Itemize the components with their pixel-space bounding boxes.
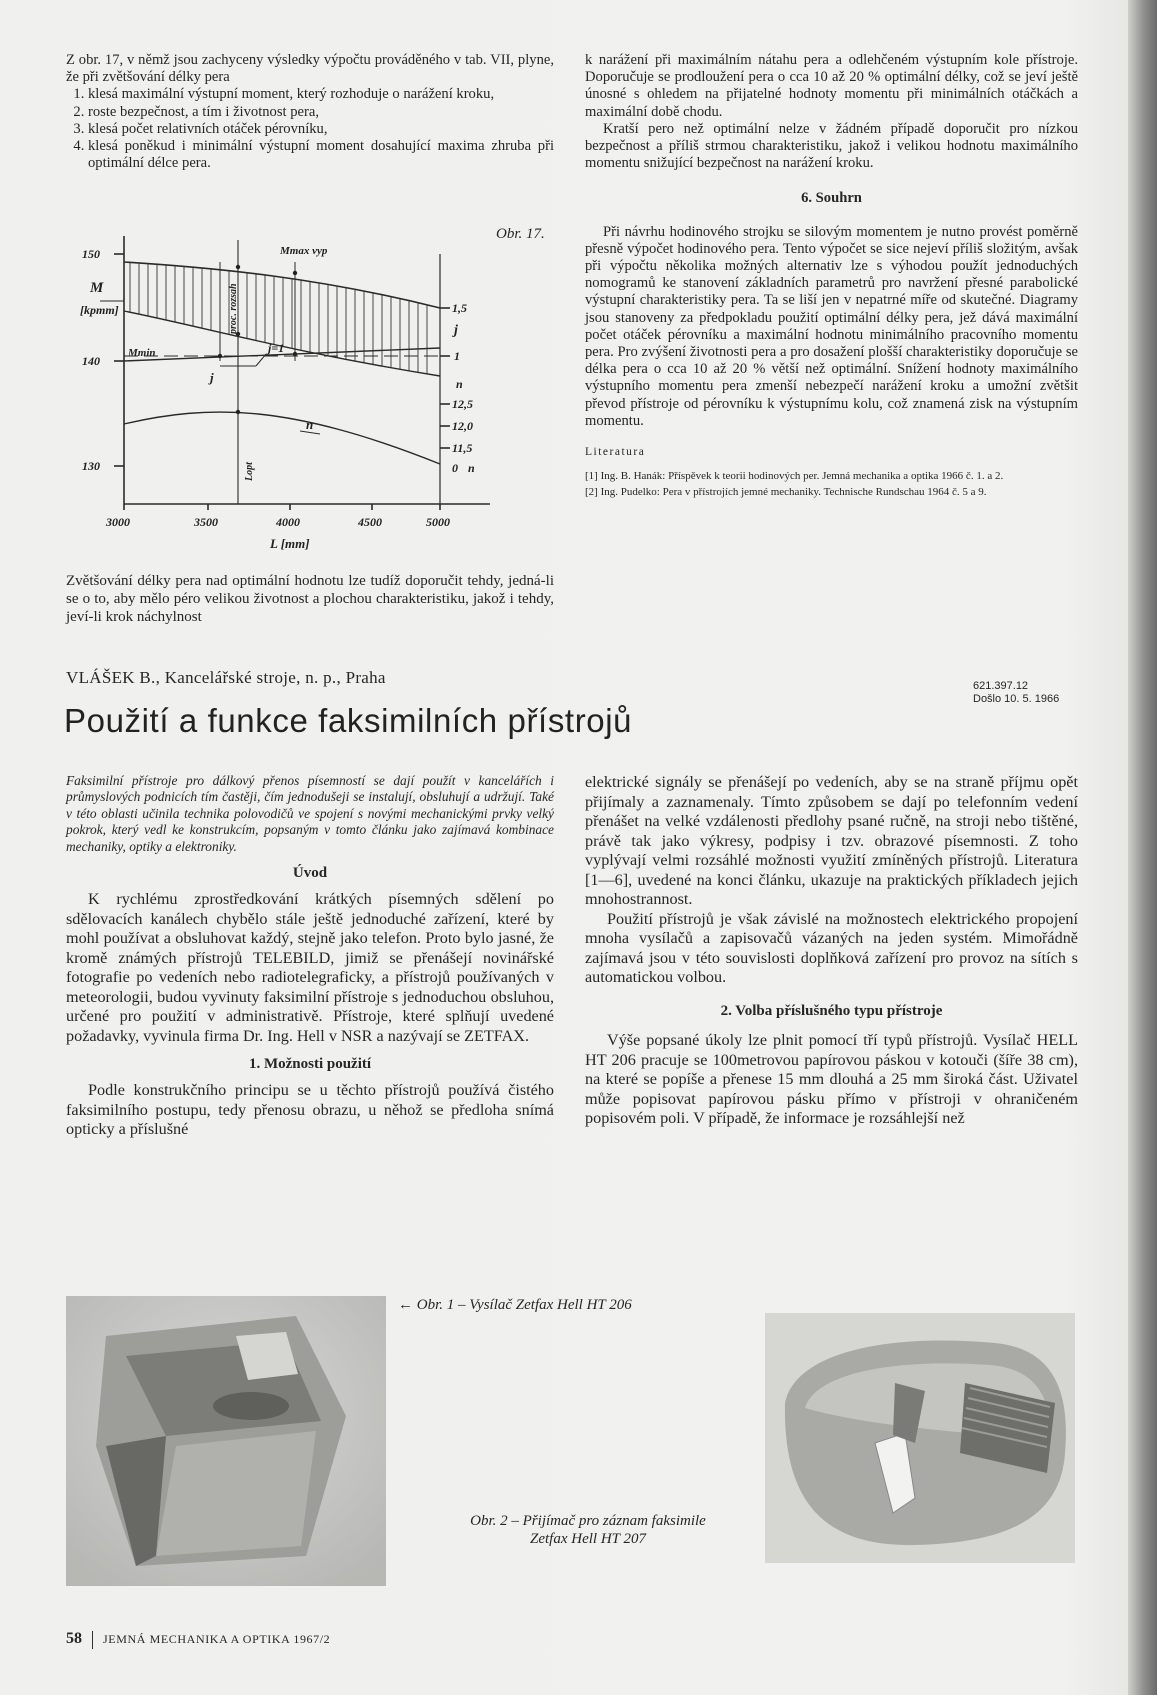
literature-title: Literatura <box>585 446 646 459</box>
top-left-intro: Z obr. 17, v němž jsou zachyceny výsledky výpočtu prováděného v tab. VII, plyne, že při zvětšování délky pera <box>66 52 554 86</box>
list-item: 1. klesá maximální výstupní moment, který rozhoduje o narážení kroku, <box>88 86 554 103</box>
journal-name: JEMNÁ MECHANIKA A OPTIKA 1967/2 <box>103 1632 331 1646</box>
right-tick-j-15: 1,5 <box>452 301 467 315</box>
n-curve <box>124 412 440 464</box>
list-item: 4. klesá poněkud i minimální výstupní moment dosahující maxima zhruba při optimální délce pera. <box>88 138 554 172</box>
section2-title: 2. Volba příslušného typu přístroje <box>720 1002 943 1019</box>
hatching <box>130 262 427 374</box>
right-label-n2: n <box>468 461 475 475</box>
udc-code: 621.397.12 <box>973 680 1029 692</box>
article-udc <box>973 680 1059 706</box>
footer-divider <box>92 1631 93 1649</box>
figure17-caption: Obr. 17. <box>496 226 545 242</box>
page-binding-shadow <box>1128 0 1157 1695</box>
left-tick-140: 140 <box>82 354 100 368</box>
fax-transmitter-image <box>66 1296 386 1586</box>
label-j1: j=1 <box>268 341 285 355</box>
x-tick-3000: 3000 <box>106 515 130 529</box>
lower-left-column <box>66 773 554 1140</box>
bottom-left-text: Zvětšování délky pera nad optimální hodnotu lze tudíž doporučit tehdy, jedná-li se o to, aby mělo péro velikou životnost a plochou charakteristiku, jakož i tehdy, jeví-li krok náchylnost <box>66 573 554 625</box>
intro-title: Úvod <box>292 865 328 882</box>
right-label-j: j <box>454 323 458 338</box>
article-author: VLÁŠEK B., Kancelářské stroje, n. p., Praha <box>66 668 386 687</box>
right-tick-j-1: 1 <box>454 349 460 363</box>
section1-title: 1. Možnosti použití <box>248 1056 372 1073</box>
intro-body <box>66 890 554 1046</box>
figure2-caption <box>418 1512 758 1548</box>
label-j: j <box>210 370 214 385</box>
list-item: 3. klesá počet relativních otáček pérovníku, <box>88 121 554 138</box>
label-mmin: Mmin <box>128 347 156 359</box>
left-tick-130: 130 <box>82 459 100 473</box>
x-tick-5000: 5000 <box>426 515 450 529</box>
figure2-caption-line2: Zetfax Hell HT 207 <box>530 1531 646 1547</box>
left-label-m: M <box>90 280 104 296</box>
left-label-unit: [kpmm] <box>80 303 119 317</box>
section1-text: Podle konstrukčního principu se u těchto přístrojů používá čistého faksimilního postupu, tedy přenosu obrazu, u něhož se předloha snímá opticky a příslušné <box>66 1081 554 1139</box>
right-tick-n-0: 0 <box>452 461 458 475</box>
page-number: 58 <box>66 1630 82 1647</box>
intro-text: K rychlému zprostředkování krátkých písemných sdělení po sdělovacích kanálech chybělo stále ještě jednoduché zařízení, které by mohl používat a obsluhovat každý, stejně jako telefon. Proto bylo jasné, že kromě známých přístrojů TELEBILD, jimiž se přenášejí novinářské fotografie po vedeních nebo radiotelegraficky, a přístrojů používaných v meteorologii, budou vyvinuty faksimilní přístroje s jednoduchou obsluhou, určené pro použití v administrativě. Přístroje, které splňují uvedené požadavky, vyvinula firma Dr. Ing. Hell v NSR a nazývají se ZETFAX. <box>66 890 554 1045</box>
right-tick-n-115: 11,5 <box>452 441 473 455</box>
left-tick-150: 150 <box>82 247 100 261</box>
x-tick-4000: 4000 <box>276 515 300 529</box>
figure2-caption-line1: Obr. 2 – Přijímač pro záznam faksimile <box>470 1513 706 1529</box>
label-lopt: Lopt <box>244 462 255 481</box>
x-tick-4500: 4500 <box>358 515 382 529</box>
page-footer <box>66 1630 330 1649</box>
section6-title: 6. Souhrn <box>801 190 862 207</box>
x-tick-3500: 3500 <box>194 515 218 529</box>
mmax-curve <box>124 262 440 308</box>
abstract: Faksimilní přístroje pro dálkový přenos písemností se dají použít v kancelářích i průmyslových podnicích tím častěji, čím jednodušeji se instalují, obsluhují a udržují. Také v této oblasti učinila technika polovodičů ve spojení s novými mechanickými prvky velký pokrok, který vedl ke konstrukcím, popsaným v tomto článku jako zajímavá kombinace mechaniky, optiky a elektroniky. <box>66 773 554 854</box>
received-date: Došlo 10. 5. 1966 <box>973 693 1060 705</box>
top-left-column <box>66 52 554 172</box>
fax-receiver-image <box>765 1313 1075 1563</box>
section2-text: Výše popsané úkoly lze plnit pomocí tří typů přístrojů. Vysílač HELL HT 206 pracuje se 100metrovou papírovou páskou v kotouči (šíře 38 cm), na které se popíše a přenese 15 mm dlouhá a 25 mm široká část. Uživatel může popisovat papírovou pásku přímo v přístroji v ohraničeném popisovém poli. V případě, že informace je rozsáhlejší než <box>585 1031 1078 1127</box>
reference-item: [2] Ing. Pudelko: Pera v přístrojích jemné mechaniky. Technische Rundschau 1964 č. 5 a 9. <box>585 486 987 499</box>
article-title: Použití a funkce faksimilních přístrojů <box>64 702 633 739</box>
figure1-photo <box>66 1296 386 1586</box>
figure17-diagram <box>70 226 510 556</box>
top-right-column <box>585 52 1078 501</box>
top-right-p2: Kratší pero než optimální nelze v žádném případě doporučit pro nízkou bezpečnost a příliš strmou charakteristiku, jakož i velikou hodnotu maximálního momentu snižující bezpečnost na narážení kroku. <box>585 120 1078 172</box>
right-tick-n-125: 12,5 <box>452 397 473 411</box>
list-item: 2. roste bezpečnost, a tím i životnost pera, <box>88 104 554 121</box>
figure1-caption: ← Obr. 1 – Vysílač Zetfax Hell HT 206 <box>398 1297 632 1313</box>
x-axis-label: L [mm] <box>270 536 310 551</box>
references <box>585 469 1078 499</box>
right-label-n: n <box>456 377 463 391</box>
figure2-photo <box>765 1313 1075 1563</box>
lower-right-column <box>585 773 1078 1129</box>
label-mmax: Mmax vyp <box>280 245 328 257</box>
label-proc-rozsah: proc. rozsah <box>228 283 239 334</box>
right-mid-p2: Použití přístrojů je však závislé na možnostech elektrického propojení mnoha vysílačů a zapisovačů vázaných na jeden systém. Mimořádně zajímavá jsou v této souvislosti doplňková zařízení pro provoz na sítích s automatickou volbou. <box>585 909 1078 986</box>
section1-body <box>66 1081 554 1140</box>
top-left-list <box>66 86 554 172</box>
right-mid-p1: elektrické signály se přenášejí po vedeních, aby se na straně příjmu opět přijímaly a zaznamenaly. Tímto způsobem se dají po telefonním vedení přenášet na velké vzdálenosti předlohy psané ručně, na stroji nebo tištěné, právě tak jako výkresy, podpisy i tzv. obrazové písemnosti. Z toho vyplývají velmi rozsáhlé možnosti využití zmíněných přístrojů. Literatura [1—6], uvedené na konci článku, ukazuje na praktických příkladech jejich mnohostrannost. <box>585 773 1078 908</box>
top-right-p1: k narážení při maximálním nátahu pera a odlehčeném výstupním kole přístroje. Doporučuje se prodloužení pera o cca 10 až 20 % optimální délky, což se jeví ještě únosné s ohledem na přijatelné hodnoty momentu při minimálních otáčkách a maximální době chodu. <box>585 52 1078 120</box>
reference-item: [1] Ing. B. Hanák: Příspěvek k teorii hodinových per. Jemná mechanika a optika 1966 č. 1. a 2. <box>585 470 1004 483</box>
right-tick-n-120: 12,0 <box>452 419 473 433</box>
section6-text: Při návrhu hodinového strojku se silovým momentem je nutno provést poměrně přesně výpočet hodinového pera. Tento výpočet se sice nejeví příliš složitým, avšak při výpočtu několika možných alternativ lze s výhodou použít jednoduchých nomogramů ke stanovení základních parametrů pro navržení přesné parabolické výstupní charakteristiky pera. Ta se liší jen v nepatrné míře od skutečné. Diagramy jsou stanoveny za předpokladu použití optimální délky pera, jež dává maximální počet otáček pérovníku a maximální hodnotu minimálního pracovního momentu pera. Pro zvýšení životnosti pera a pro dosažení plošší charakteristiky doporučuje se délka pera o cca 10 až 20 % větší než optimální. Snížení hodnoty maximálního výstupního momentu pera zmenší nebezpečí narážení kroku a umožní zvětšit převod přístroje od pérovníku k výstupnímu kolu, což znamená zisk na výstupním momentu. <box>585 223 1078 429</box>
label-n: n <box>306 417 314 432</box>
